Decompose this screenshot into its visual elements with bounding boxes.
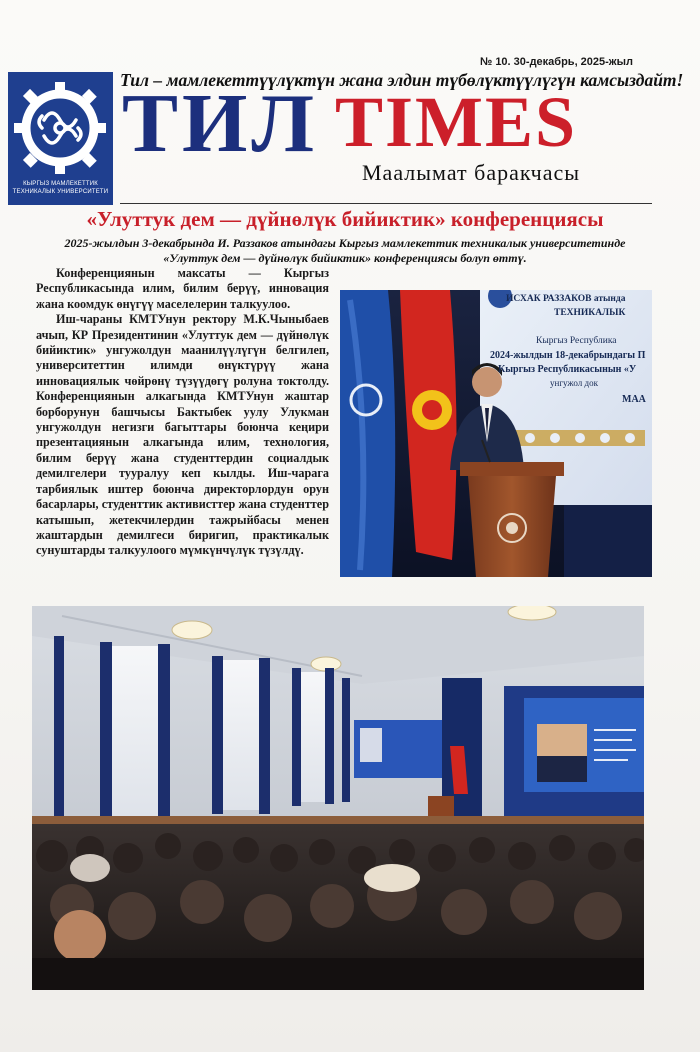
slide-line-2: ТЕХНИКАЛЫК [554,308,626,318]
article-lead [30,236,660,266]
gear-ornament-icon [14,80,107,176]
slide-line-4: 2024-жылдын 18-декабрындагы П [490,350,646,361]
hall-scene-icon [32,606,644,990]
masthead-divider [120,203,652,204]
masthead-title-til: ТИЛ [122,77,318,170]
slide-line-5: Кыргыз Республикасынын «У [498,364,637,375]
slide-line-1: ИСХАК РАЗЗАКОВ атында [506,294,626,304]
slogan: Тил – мамлекеттүүлүктүн жана элдин түбөлүктүүлүгүн камсыздайт! [120,70,684,90]
article-paragraph-2: Иш-чараны КМТУнун ректору М.К.Чыныбаев ачып, КР Президентинин «Улуттук дем — дүйнөлүк бийиктик» унгужолдун маанилүүлүгүн белгилеп, университеттин илимди өнүктүрүү жана инновациялык чөйрөнү түзүүдөгү ролуна токтолду. Конференциянын алкагында КМТУнун жаштар борборунун башчысы Бактыбек уулу Улукман унгужолдун негизги багыттары боюнча кеңири презентациянын алкагында илим, технология, билим берүү жана студенттердин социалдык демилгелери тууралуу кеп кылды. Иш-чарага тарбиялык иштер боюнча директорлордун орун басарлары, студенттик активисттер жана студенттер катышып, жетекчилердин тажрыйбасы менен жаштардын демилгеси биригип, практикалык сунуштарды талкуулоого мүмкүнчүлүк түзүлдү. [36,312,329,558]
lead-line-2: «Улуттук дем — дүйнөлүк бийиктик» конференциясы болуп өттү. [163,251,527,265]
masthead-title-times: TIMES [335,82,578,162]
slide-line-7: МАА [622,394,646,405]
slide-line-6: унгужол док [550,378,598,388]
article-paragraph-1: Конференциянын максаты — Кыргыз Республикасында илим, билим берүү, инновация жана коомдук өнүгүү маселелерин талкуулоо. [36,266,329,311]
lead-line-1: 2025-жылдын 3-декабрында И. Раззаков атындагы Кыргыз мамлекеттик техникалык университетинде [64,236,626,250]
article-headline: «Улуттук дем — дүйнөлүк бийиктик» конференциясы [86,207,604,231]
conference-hall-photo [32,606,644,990]
masthead-subtitle: Маалымат баракчасы [362,160,581,185]
article-body [36,266,329,559]
issue-number: № 10. 30-декабрь, 2025-жыл [480,56,633,68]
speaker-photo [340,290,652,577]
slide-line-3: Кыргыз Республика [536,336,617,346]
speaker-scene-icon [340,290,652,577]
university-logo [8,72,113,205]
logo-caption: КЫРГЫЗ МАМЛЕКЕТТИК ТЕХНИКАЛЫК УНИВЕРСИТЕТИ [12,181,109,195]
